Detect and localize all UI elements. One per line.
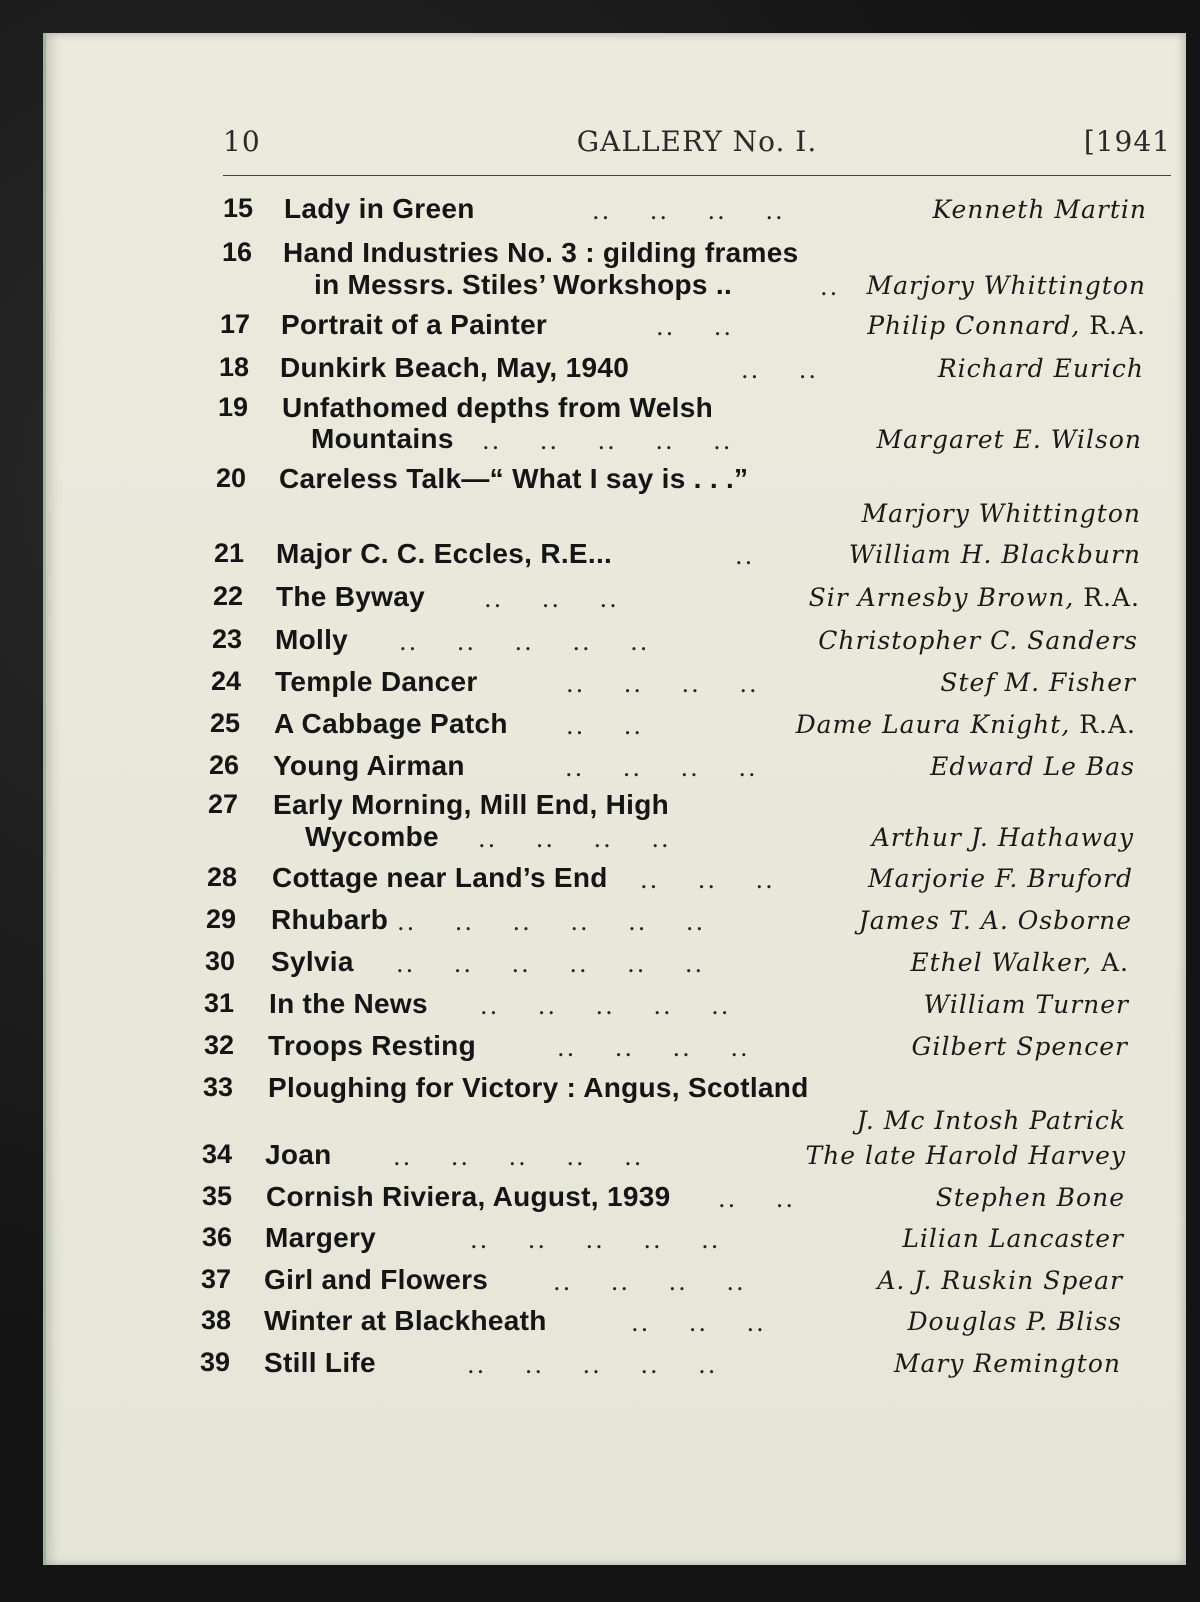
entry-artist: Douglas P. Bliss — [907, 1307, 1122, 1336]
page-header — [223, 125, 1171, 165]
leader-dots: .. .. .. .. — [557, 1034, 750, 1062]
entry-title-continued: Wycombe — [305, 821, 439, 852]
leader-dots: .. .. — [718, 1185, 796, 1213]
entry-title: Cornish Riviera, August, 1939 — [266, 1181, 671, 1212]
leader-dots: .. — [735, 542, 755, 570]
entry-number: 30 — [204, 946, 236, 976]
entry-number: 27 — [207, 789, 239, 819]
leader-dots: .. .. .. .. .. .. — [396, 950, 705, 978]
entry-artist: Margaret E. Wilson — [876, 425, 1142, 454]
entry-number: 26 — [208, 750, 240, 780]
entry-title: Temple Dancer — [275, 666, 478, 697]
leader-dots: .. .. .. .. — [478, 825, 671, 853]
entry-artist: Dame Laura Knight, R.A. — [795, 710, 1136, 739]
leader-dots: .. .. .. .. .. — [467, 1351, 718, 1379]
leader-dots: .. .. .. .. .. — [480, 992, 731, 1020]
entry-number: 33 — [202, 1072, 234, 1102]
catalogue-page — [43, 33, 1186, 1565]
entry-artist: Christopher C. Sanders — [818, 626, 1138, 655]
leader-dots: .. .. .. .. — [566, 670, 759, 698]
entry-number: 16 — [221, 237, 253, 267]
entry-artist: The late Harold Harvey — [805, 1141, 1126, 1170]
entry-title: Early Morning, Mill End, High — [273, 789, 670, 820]
entry-artist: Stephen Bone — [935, 1183, 1125, 1212]
entry-artist: Lilian Lancaster — [902, 1224, 1124, 1253]
entry-number: 32 — [203, 1030, 235, 1060]
entry-number: 38 — [200, 1305, 232, 1335]
page-number: 10 — [223, 125, 261, 158]
entry-artist: Philip Connard, R.A. — [867, 311, 1146, 340]
entry-title: Major C. C. Eccles, R.E... — [276, 538, 613, 569]
entry-title: Cottage near Land’s End — [272, 862, 608, 893]
page-title: GALLERY No. I. — [576, 125, 818, 158]
entry-title: Dunkirk Beach, May, 1940 — [280, 352, 630, 383]
entry-title: Joan — [265, 1139, 332, 1170]
entry-title: Molly — [275, 624, 349, 655]
entry-artist: Marjorie F. Bruford — [868, 864, 1133, 893]
entry-number: 18 — [218, 352, 250, 382]
entry-title: Sylvia — [271, 946, 354, 977]
entry-artist: Stef M. Fisher — [940, 668, 1136, 697]
leader-dots: .. .. .. .. — [592, 197, 785, 225]
entry-artist: William Turner — [923, 990, 1129, 1019]
entry-artist: J. Mc Intosh Patrick — [856, 1106, 1126, 1135]
leader-dots: .. .. .. — [631, 1309, 766, 1337]
entry-artist: William H. Blackburn — [848, 540, 1141, 569]
entry-number: 31 — [203, 988, 235, 1018]
page-year: [1941 — [1083, 125, 1171, 158]
entry-title: Careless Talk—“ What I say is . . .” — [279, 463, 749, 494]
entry-artist: Marjory Whittington — [861, 499, 1141, 528]
entry-artist: Ethel Walker, A. — [910, 948, 1129, 977]
entry-title: The Byway — [276, 581, 425, 612]
entry-title: Portrait of a Painter — [281, 309, 548, 340]
entry-artist: Edward Le Bas — [930, 752, 1135, 781]
leader-dots: .. .. .. — [484, 585, 619, 613]
entry-title: Girl and Flowers — [264, 1264, 489, 1295]
entry-number: 36 — [201, 1222, 233, 1252]
entry-artist: Sir Arnesby Brown, R.A. — [808, 583, 1140, 612]
entry-title: Rhubarb — [271, 904, 389, 935]
entry-number: 35 — [201, 1181, 233, 1211]
entry-title: Still Life — [264, 1347, 376, 1378]
leader-dots: .. — [820, 273, 840, 301]
entry-title: Ploughing for Victory : Angus, Scotland — [268, 1072, 809, 1103]
leader-dots: .. .. — [656, 313, 734, 341]
leader-dots: .. .. .. .. .. — [470, 1226, 721, 1254]
entry-artist: Richard Eurich — [937, 354, 1144, 383]
entry-title: Young Airman — [273, 750, 465, 781]
entry-number: 15 — [222, 193, 254, 223]
entry-title: Troops Resting — [268, 1030, 476, 1061]
entry-number: 39 — [199, 1347, 231, 1377]
entry-artist: Marjory Whittington — [866, 271, 1146, 300]
entry-artist: Mary Remington — [893, 1349, 1121, 1378]
leader-dots: .. .. .. .. .. — [399, 628, 650, 656]
leader-dots: .. .. .. .. .. — [393, 1143, 644, 1171]
header-rule — [223, 175, 1171, 176]
entry-number: 29 — [205, 904, 237, 934]
leader-dots: .. .. .. — [640, 866, 775, 894]
entry-title: A Cabbage Patch — [274, 708, 508, 739]
entry-artist: James T. A. Osborne — [858, 906, 1132, 935]
entry-title: Hand Industries No. 3 : gilding frames — [283, 237, 799, 268]
entry-title: Lady in Green — [284, 193, 475, 224]
entry-number: 28 — [206, 862, 238, 892]
entry-title: Unfathomed depths from Welsh — [282, 392, 714, 423]
leader-dots: .. .. .. .. .. .. — [397, 908, 706, 936]
entry-number: 24 — [210, 666, 242, 696]
entry-artist: A. J. Ruskin Spear — [877, 1266, 1123, 1295]
entry-title-continued: in Messrs. Stiles’ Workshops .. — [314, 269, 733, 300]
entry-artist: Gilbert Spencer — [911, 1032, 1128, 1061]
entry-title: In the News — [269, 988, 428, 1019]
leader-dots: .. .. — [566, 712, 644, 740]
entry-title-continued: Mountains — [311, 423, 454, 454]
entry-number: 21 — [213, 538, 245, 568]
leader-dots: .. .. — [741, 356, 819, 384]
leader-dots: .. .. .. .. — [553, 1268, 746, 1296]
leader-dots: .. .. .. .. — [565, 754, 758, 782]
entry-title: Winter at Blackheath — [264, 1305, 547, 1336]
entry-title: Margery — [265, 1222, 377, 1253]
entry-number: 22 — [212, 581, 244, 611]
entry-number: 34 — [201, 1139, 233, 1169]
entry-number: 37 — [200, 1264, 232, 1294]
entry-number: 20 — [215, 463, 247, 493]
entry-artist: Kenneth Martin — [932, 195, 1147, 224]
entry-number: 23 — [211, 624, 243, 654]
entry-artist: Arthur J. Hathaway — [871, 823, 1134, 852]
entry-number: 25 — [209, 708, 241, 738]
entry-number: 17 — [219, 309, 251, 339]
leader-dots: .. .. .. .. .. — [482, 427, 733, 455]
entry-number: 19 — [217, 392, 249, 422]
